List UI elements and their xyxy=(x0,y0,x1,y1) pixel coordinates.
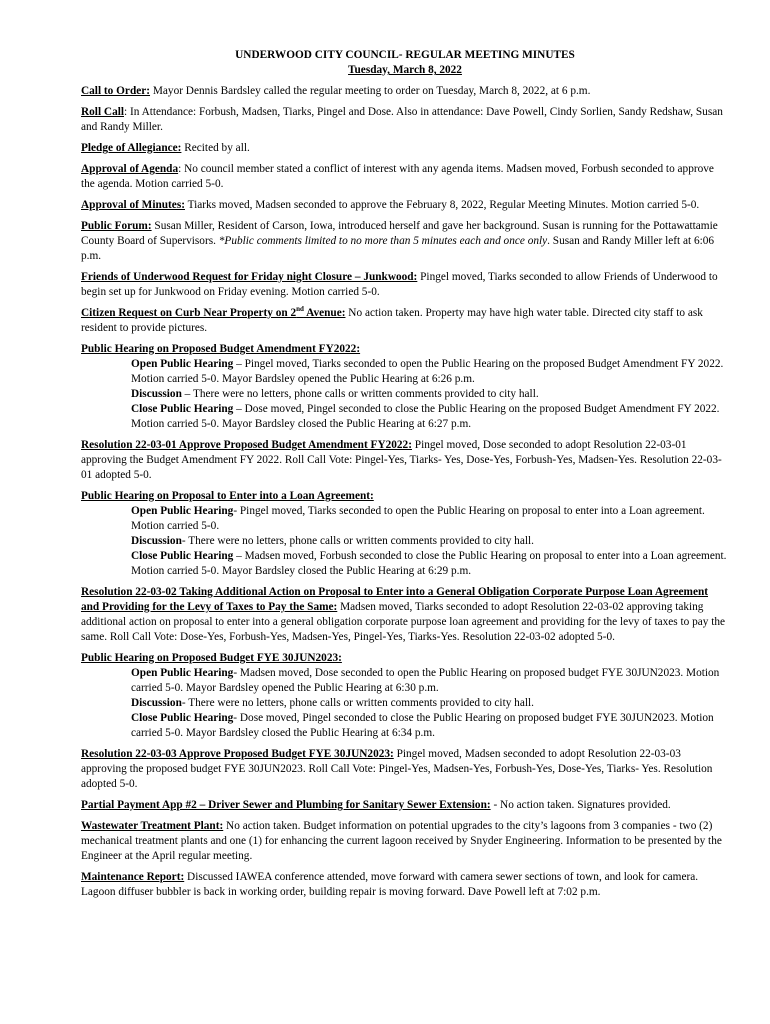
section-hearing-loan-agreement xyxy=(81,489,729,579)
section-label: Public Hearing on Proposal to Enter into a Loan Agreement: xyxy=(81,490,374,502)
label-superscript: nd xyxy=(296,305,304,314)
item-label: Discussion xyxy=(131,697,182,709)
item-label: Close Public Hearing xyxy=(131,550,234,562)
section-label: Roll Call xyxy=(81,106,124,118)
section-citizen-request xyxy=(81,306,729,336)
item-text: - Pingel moved, Tiarks seconded to open the Public Hearing on proposal to enter into a Loan agreement. Motion carried 5-0. xyxy=(131,505,705,532)
section-label: Public Hearing on Proposed Budget FYE 30JUN2023: xyxy=(81,652,342,664)
section-approval-agenda xyxy=(81,162,729,192)
section-resolution-22-03-01 xyxy=(81,438,729,483)
hearing-item xyxy=(131,387,729,402)
section-colon: : xyxy=(178,163,185,175)
section-text: Tiarks moved, Madsen seconded to approve the February 8, 2022, Regular Meeting Minutes. Motion carried 5-0. xyxy=(184,199,700,211)
hearing-items xyxy=(131,357,729,432)
section-partial-payment xyxy=(81,798,729,813)
hearing-item xyxy=(131,534,729,549)
section-text: No action taken. Budget information on potential upgrades to the city’s lagoons from 3 companies - two (2) mechanical treatment plants and one (1) for enhancing the current lagoon received by Snyder Engineering. Information to be presented by the Engineer at the April regular meeting. xyxy=(81,820,722,862)
section-resolution-22-03-03 xyxy=(81,747,729,792)
item-label: Open Public Hearing xyxy=(131,358,234,370)
item-label: Discussion xyxy=(131,388,182,400)
section-text: Mayor Dennis Bardsley called the regular meeting to order on Tuesday, March 8, 2022, at 6 p.m. xyxy=(150,85,591,97)
hearing-item xyxy=(131,504,729,534)
section-text: Pingel moved, Tiarks seconded to allow Friends of Underwood to begin set up for Junkwood on Friday evening. Motion carried 5-0. xyxy=(81,271,718,298)
hearing-item xyxy=(131,357,729,387)
hearing-item xyxy=(131,711,729,741)
section-text-cont: . Susan and Randy Miller left at 6:06 p.m. xyxy=(81,235,715,262)
item-text: - There were no letters, phone calls or written comments provided to city hall. xyxy=(181,535,534,547)
item-text: - Madsen moved, Dose seconded to open the Public Hearing on proposed budget FYE 30JUN2023. Motion carried 5-0. Mayor Bardsley opened the Public Hearing at 6:30 p.m. xyxy=(131,667,720,694)
section-approval-minutes xyxy=(81,198,729,213)
section-text: Susan Miller, Resident of Carson, Iowa, introduced herself and gave her background. Susan is running for the Pottawattamie County Board of Supervisors. xyxy=(81,220,718,247)
section-label: Approval of Agenda xyxy=(81,163,179,175)
section-hearing-budget-amendment xyxy=(81,342,729,432)
item-text: – Pingel moved, Tiarks seconded to open the Public Hearing on the proposed Budget Amendment FY 2022. Motion carried 5-0. Mayor Bardsley opened the Public Hearing at 6:26 p.m. xyxy=(131,358,724,385)
section-maintenance xyxy=(81,870,729,900)
section-label: Maintenance Report: xyxy=(81,871,185,883)
section-label: Resolution 22-03-02 Taking Additional Action on Proposal to Enter into a General Obligation Corporate Purpose Loan Agreement and Providing for the Levy of Taxes to Pay the Same: xyxy=(81,586,709,613)
item-label: Close Public Hearing xyxy=(131,403,234,415)
section-label: Call to Order: xyxy=(81,85,151,97)
section-label: Friends of Underwood Request for Friday night Closure – Junkwood: xyxy=(81,271,418,283)
section-hearing-budget-fye2023 xyxy=(81,651,729,741)
item-text: – Dose moved, Pingel seconded to close the Public Hearing on the proposed Budget Amendment FY 2022. Motion carried 5-0. Mayor Bardsley closed the Public Hearing at 6:27 p.m. xyxy=(131,403,720,430)
section-text: No action taken. Property may have high water table. Directed city staff to ask resident to provide pictures. xyxy=(81,307,703,334)
section-pledge xyxy=(81,141,729,156)
section-resolution-22-03-02 xyxy=(81,585,729,645)
section-text: Madsen moved, Tiarks seconded to adopt Resolution 22-03-02 approving taking additional action on proposal to enter into a general obligation corporate purpose loan agreement and providing for the levy of taxes to pay the same. Roll Call Vote: Dose-Yes, Forbush-Yes, Madsen-Yes, Pingel-Yes, Tiarks-Yes. Resolution 22-03-02 adopted 5-0. xyxy=(81,601,726,643)
section-text: No council member stated a conflict of interest with any agenda items. Madsen moved, Forbush seconded to approve the agenda. Motion carried 5-0. xyxy=(81,163,714,190)
hearing-items xyxy=(131,504,729,579)
minutes-document xyxy=(81,48,729,906)
section-label: Approval of Minutes: xyxy=(81,199,185,211)
hearing-item xyxy=(131,696,729,711)
label-part: Avenue: xyxy=(303,307,346,319)
section-label: Resolution 22-03-03 Approve Proposed Budget FYE 30JUN2023: xyxy=(81,748,394,760)
item-text: – There were no letters, phone calls or written comments provided to city hall. xyxy=(181,388,539,400)
item-text: - There were no letters, phone calls or written comments provided to city hall. xyxy=(181,697,534,709)
forum-note: *Public comments limited to no more than 5 minutes each and once only xyxy=(218,235,548,247)
item-label: Close Public Hearing xyxy=(131,712,234,724)
section-label: Wastewater Treatment Plant: xyxy=(81,820,224,832)
section-label: Partial Payment App #2 – Driver Sewer and Plumbing for Sanitary Sewer Extension: xyxy=(81,799,491,811)
section-text: - No action taken. Signatures provided. xyxy=(490,799,671,811)
hearing-item xyxy=(131,549,729,579)
section-label xyxy=(81,307,345,319)
item-text: - Dose moved, Pingel seconded to close the Public Hearing on proposed budget FYE 30JUN2023. Motion carried 5-0. Mayor Bardsley closed the Public Hearing at 6:34 p.m. xyxy=(131,712,714,739)
item-label: Discussion xyxy=(131,535,182,547)
section-label: Pledge of Allegiance: xyxy=(81,142,182,154)
document-title: UNDERWOOD CITY COUNCIL- REGULAR MEETING MINUTES xyxy=(235,49,575,61)
hearing-item xyxy=(131,666,729,696)
section-label: Resolution 22-03-01 Approve Proposed Budget Amendment FY2022: xyxy=(81,439,412,451)
hearing-items xyxy=(131,666,729,741)
section-text: In Attendance: Forbush, Madsen, Tiarks, Pingel and Dose. Also in attendance: Dave Powell, Cindy Sorlien, Sandy Redshaw, Susan and Randy Miller. xyxy=(81,106,723,133)
label-part: Citizen Request on Curb Near Property on 2 xyxy=(81,307,297,319)
section-wastewater xyxy=(81,819,729,864)
item-label: Open Public Hearing xyxy=(131,667,234,679)
section-public-forum xyxy=(81,219,729,264)
section-text: Discussed IAWEA conference attended, move forward with camera sewer sections of town, and look for camera. Lagoon diffuser bubbler is back in working order, building repair is moving forward. Dave Powell left at 7:02 p.m. xyxy=(81,871,699,898)
section-colon: : xyxy=(124,106,130,118)
section-roll-call xyxy=(81,105,729,135)
section-text: Pingel moved, Dose seconded to adopt Resolution 22-03-01 approving the Budget Amendment FY 2022. Roll Call Vote: Pingel-Yes, Tiarks- Yes, Dose-Yes, Forbush-Yes, Madsen-Yes. Resolution 22-03-01 adopted 5-0. xyxy=(81,439,722,481)
item-label: Open Public Hearing xyxy=(131,505,234,517)
item-text: – Madsen moved, Forbush seconded to close the Public Hearing on proposal to enter into a Loan agreement. Motion carried 5-0. Mayor Bardsley closed the Public Hearing at 6:29 p.m. xyxy=(131,550,727,577)
section-text: Recited by all. xyxy=(181,142,250,154)
hearing-item xyxy=(131,402,729,432)
section-label: Public Forum: xyxy=(81,220,152,232)
section-text: Pingel moved, Madsen seconded to adopt Resolution 22-03-03 approving the proposed budget FYE 30JUN2023. Roll Call Vote: Pingel-Yes, Madsen-Yes, Forbush-Yes, Dose-Yes, Tiarks- Yes. Resolution adopted 5-0. xyxy=(81,748,713,790)
section-call-to-order xyxy=(81,84,729,99)
section-friends-request xyxy=(81,270,729,300)
meeting-date: Tuesday, March 8, 2022 xyxy=(348,64,462,76)
section-label: Public Hearing on Proposed Budget Amendment FY2022: xyxy=(81,343,361,355)
